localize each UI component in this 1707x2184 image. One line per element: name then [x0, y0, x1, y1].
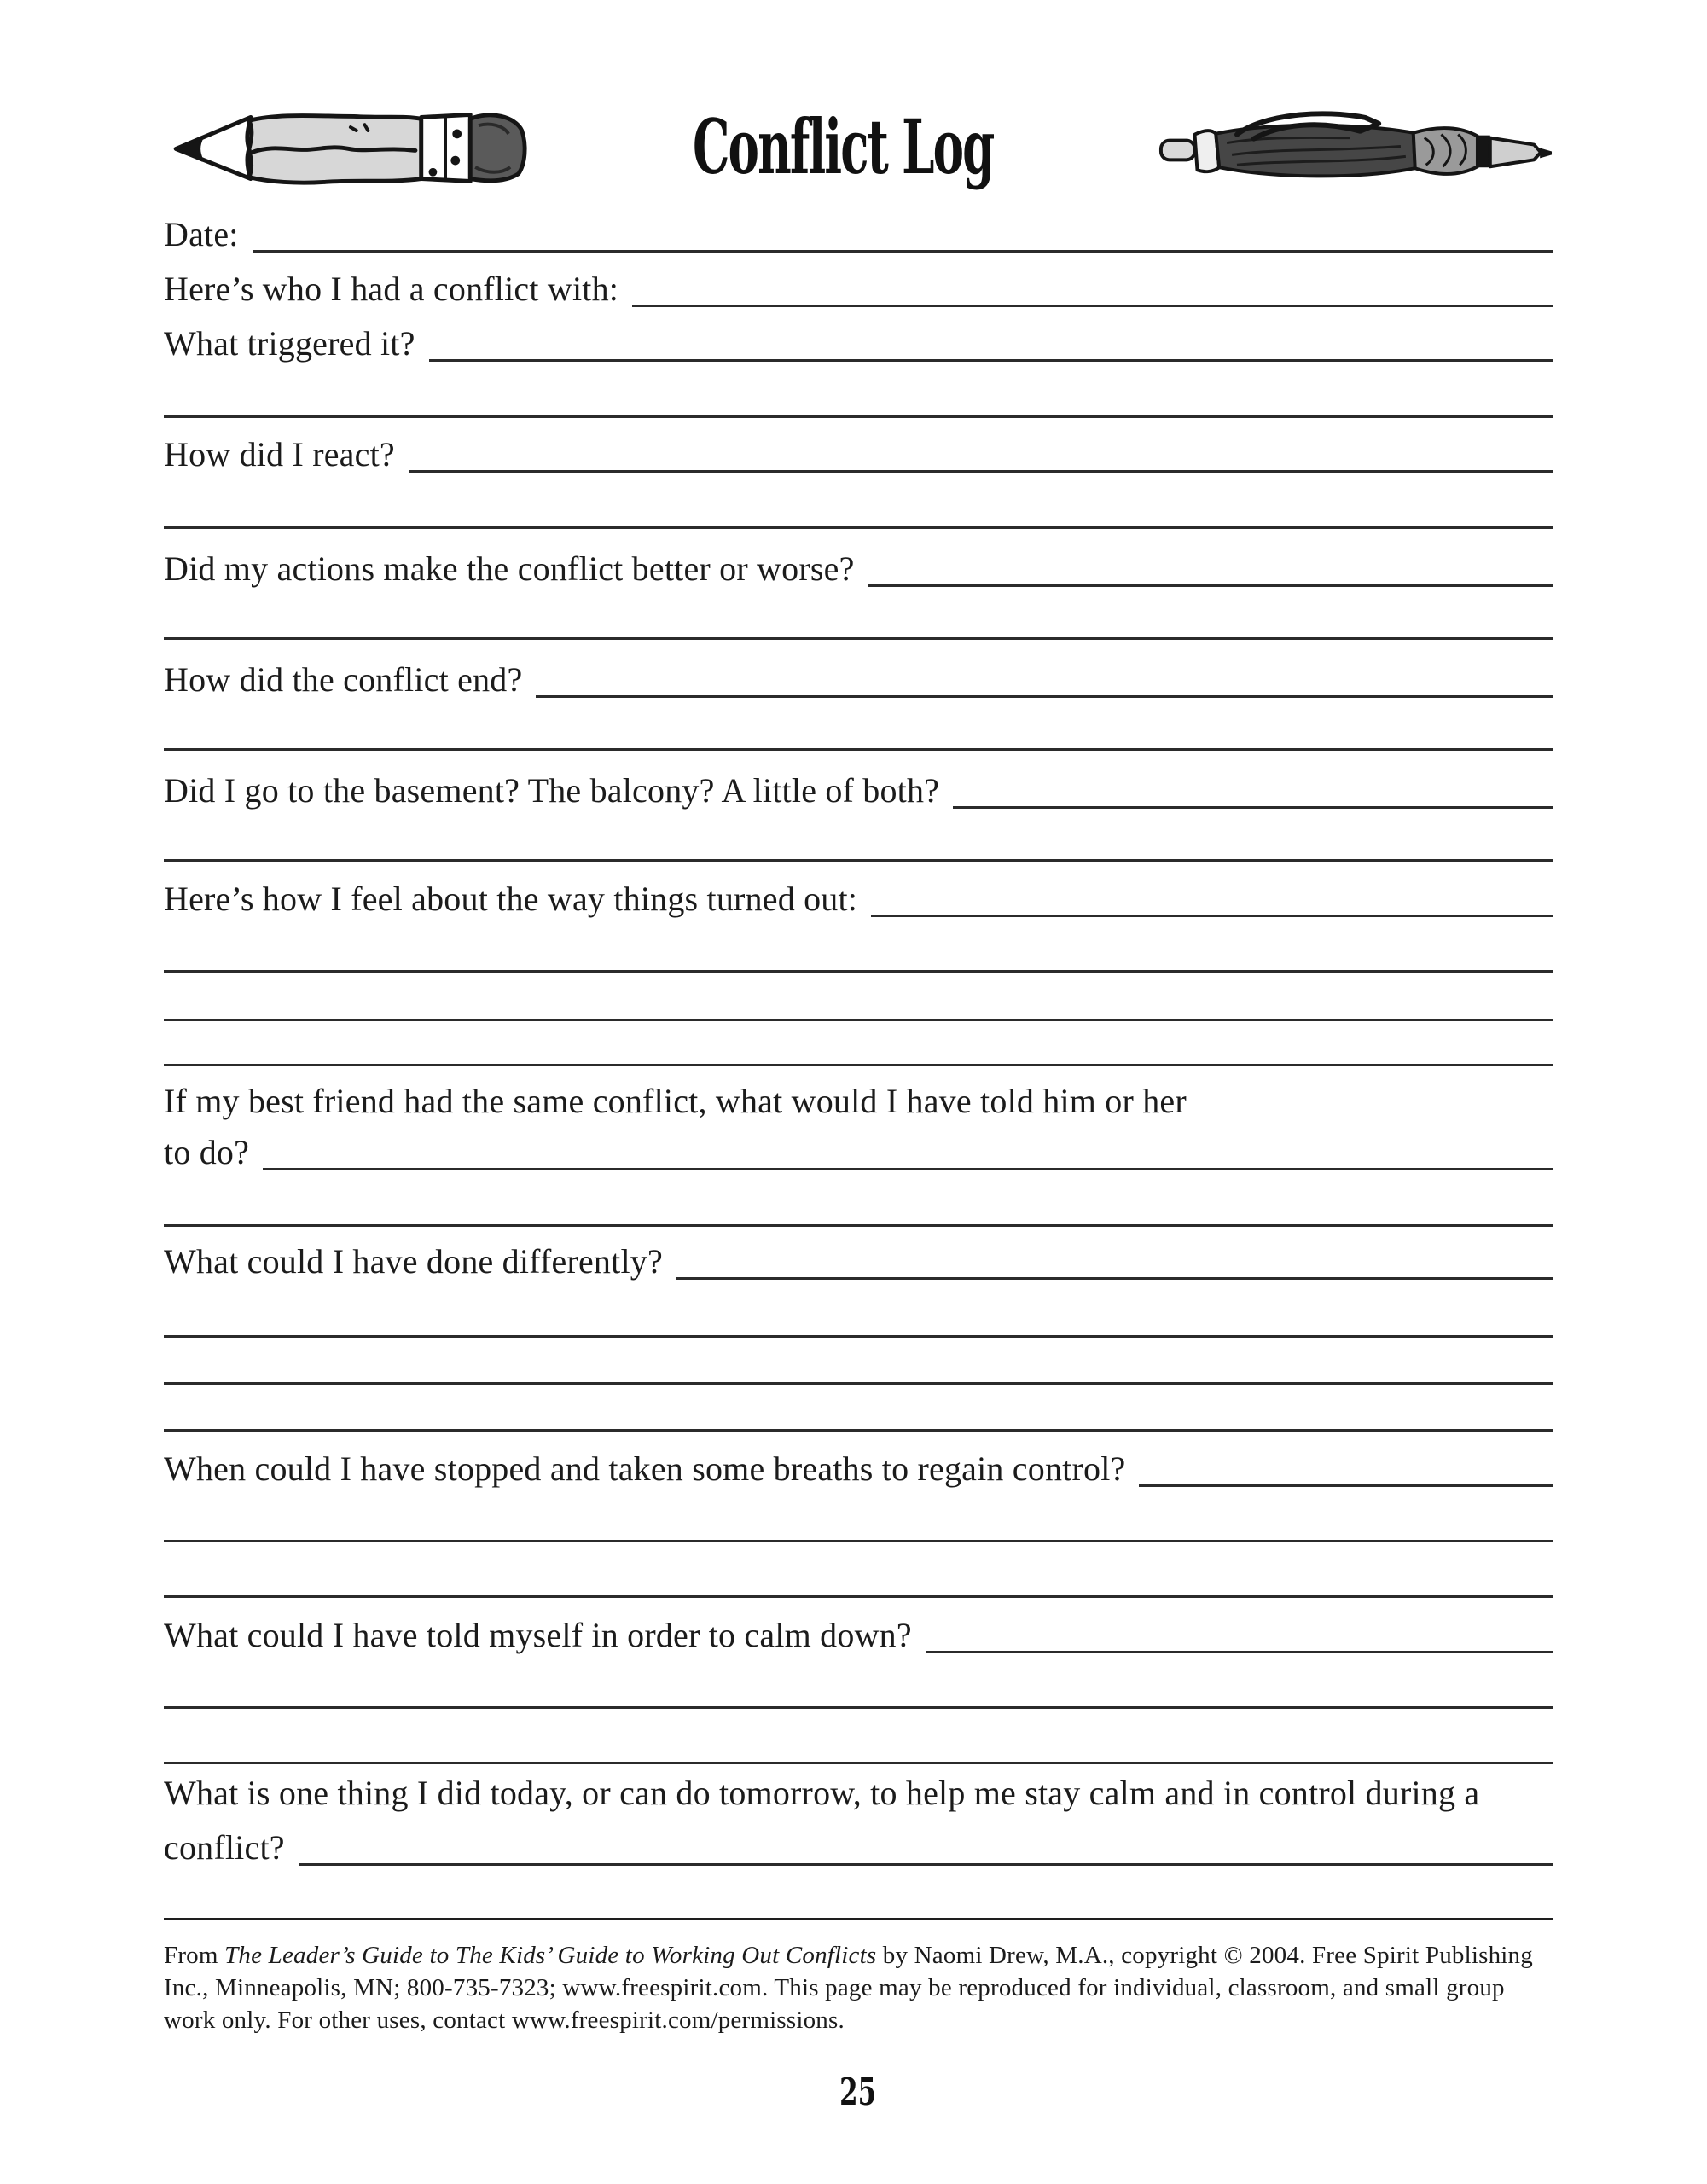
field-best-friend-line1 — [164, 1066, 1553, 1119]
answer-line — [429, 359, 1553, 362]
field-how-react — [164, 418, 1553, 473]
page-title: Conflict Log — [693, 102, 994, 191]
field-label: What triggered it? — [164, 324, 415, 363]
answer-line — [953, 806, 1553, 809]
footer — [164, 1866, 1553, 2114]
answer-line — [164, 973, 1553, 1021]
field-best-friend-line2 — [164, 1119, 1553, 1170]
field-stopped-breaths — [164, 1432, 1553, 1487]
field-label: What could I have told myself in order to calm down? — [164, 1616, 912, 1654]
credit-line3: For other uses, contact www.freespirit.com/permissions. — [277, 2007, 845, 2034]
answer-line — [164, 1280, 1553, 1338]
answer-line — [164, 1653, 1553, 1709]
answer-line — [164, 1709, 1553, 1764]
answer-line — [164, 1338, 1553, 1385]
answer-line — [164, 809, 1553, 862]
pencil-icon — [164, 97, 531, 197]
field-conflict-end — [164, 640, 1553, 698]
field-label: What is one thing I did today, or can do tomorrow, to help me stay calm and in control during a — [164, 1774, 1480, 1812]
field-label: If my best friend had the same conflict, what would I have told him or her — [164, 1082, 1187, 1120]
answer-line — [164, 1487, 1553, 1542]
form — [164, 198, 1553, 1866]
field-label: How did I react? — [164, 435, 395, 473]
field-label: Here’s how I feel about the way things turned out: — [164, 880, 858, 918]
answer-line — [164, 1021, 1553, 1066]
field-done-differently — [164, 1227, 1553, 1280]
credit-book-title: The Leader’s Guide to The Kids’ Guide to Working Out Conflicts — [224, 1942, 877, 1969]
answer-line — [868, 584, 1553, 587]
field-label: What could I have done differently? — [164, 1242, 663, 1281]
answer-line — [164, 917, 1553, 973]
answer-line — [164, 698, 1553, 751]
answer-line — [253, 250, 1553, 253]
page-number-wrap — [164, 2071, 1553, 2114]
field-date — [164, 198, 1553, 253]
answer-line — [164, 587, 1553, 640]
answer-line — [164, 362, 1553, 418]
footer-credit — [164, 1939, 1553, 2036]
answer-line — [164, 1170, 1553, 1227]
credit-suffix: by Naomi Drew, M.A., copyright © 2004. Free Spirit Publishing Inc., — [164, 1942, 1533, 2001]
field-better-or-worse — [164, 529, 1553, 587]
field-label: conflict? — [164, 1828, 285, 1867]
answer-line — [1139, 1484, 1553, 1487]
answer-line — [676, 1277, 1553, 1280]
field-label: Date: — [164, 215, 239, 253]
header — [164, 0, 1553, 198]
field-one-thing-line1 — [164, 1764, 1553, 1811]
answer-line — [164, 1385, 1553, 1432]
field-label: When could I have stopped and taken some breaths to regain control? — [164, 1449, 1126, 1488]
credit-line2: Minneapolis, MN; 800-735-7323; www.freespirit.com. This page may be reproduced for individual, classroom, and small group work only. — [164, 1974, 1505, 2034]
answer-line — [632, 305, 1553, 307]
page-title-wrap — [531, 102, 1156, 191]
answer-line — [536, 695, 1553, 698]
answer-line — [164, 1542, 1553, 1598]
answer-line — [299, 1863, 1553, 1866]
answer-line — [871, 915, 1553, 917]
field-label: Did I go to the basement? The balcony? A little of both? — [164, 771, 940, 810]
answer-line — [164, 473, 1553, 529]
answer-line — [263, 1168, 1553, 1170]
field-how-i-feel — [164, 862, 1553, 917]
field-label: Here’s who I had a conflict with: — [164, 270, 619, 308]
footer-divider — [164, 1866, 1553, 1920]
page-number: 25 — [839, 2071, 877, 2114]
answer-line — [409, 470, 1553, 473]
answer-line — [926, 1651, 1553, 1653]
field-label: to do? — [164, 1133, 250, 1171]
field-what-triggered — [164, 307, 1553, 362]
pen-icon — [1156, 101, 1553, 194]
field-told-myself — [164, 1598, 1553, 1653]
field-label: Did my actions make the conflict better or worse? — [164, 549, 855, 588]
credit-prefix: From — [164, 1942, 225, 1969]
field-conflict-with — [164, 253, 1553, 307]
field-basement-balcony — [164, 751, 1553, 809]
field-label: How did the conflict end? — [164, 660, 523, 699]
field-one-thing-line2 — [164, 1811, 1553, 1866]
